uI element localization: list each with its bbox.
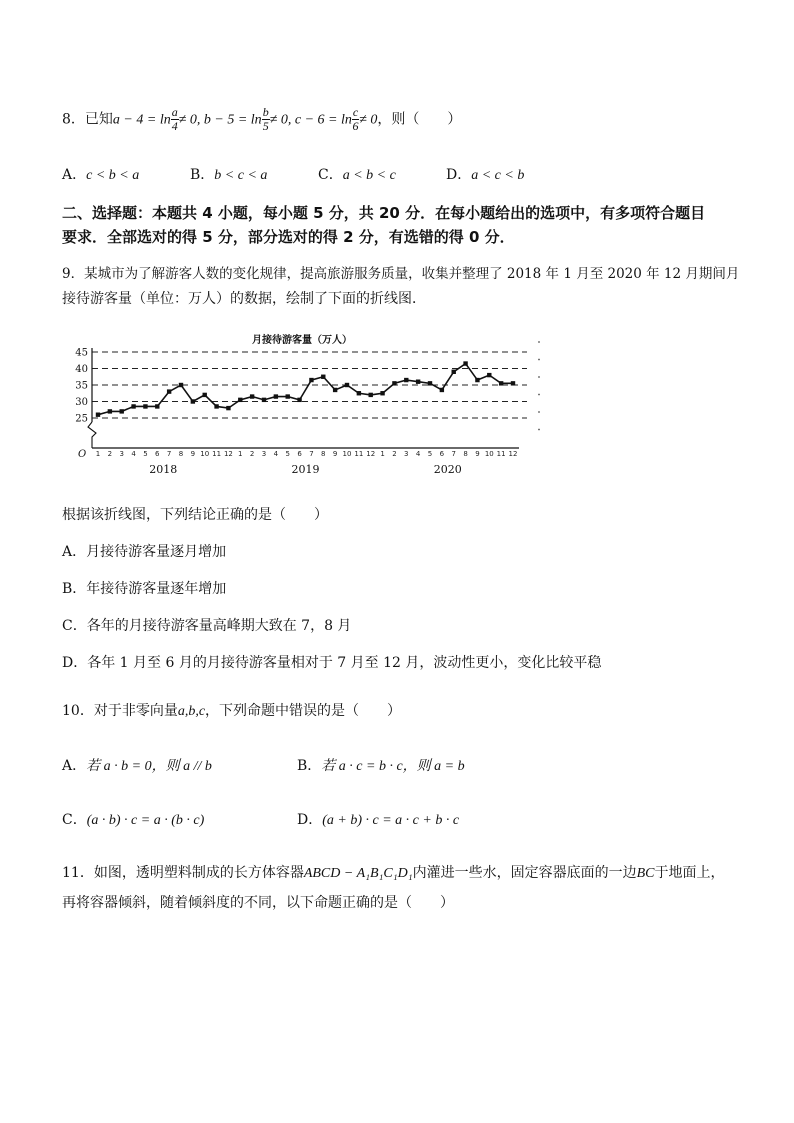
x-tick-label: 8	[321, 450, 326, 458]
data-point	[428, 381, 432, 385]
q8-frac-c-num: c	[352, 105, 359, 119]
data-point	[463, 361, 467, 365]
data-point	[203, 393, 207, 397]
year-label: 2020	[433, 463, 462, 476]
q11-line1-math: ABCD − A₁B₁C₁D₁	[303, 866, 413, 881]
chart-title: 月接待游客量（万人）	[252, 335, 352, 346]
x-tick-label: 8	[463, 450, 468, 458]
axis-break	[88, 422, 96, 448]
q8-option-b-text: b < c < a	[214, 168, 268, 183]
data-point	[404, 378, 408, 382]
q8-option-c[interactable]	[318, 165, 396, 186]
x-tick-label: 2	[392, 450, 397, 458]
x-tick-label: 11	[354, 450, 364, 458]
q8-stem	[62, 106, 461, 133]
q10-option-d-label: D．	[297, 812, 323, 828]
data-point	[131, 404, 135, 408]
x-tick-label: 11	[496, 450, 506, 458]
y-tick-label: 25	[75, 413, 88, 425]
q10-option-c-label: C．	[62, 812, 87, 828]
q8-option-b-label: B．	[190, 167, 215, 183]
x-tick-label: 9	[190, 450, 196, 458]
series-line	[98, 364, 513, 415]
q10-option-d[interactable]	[297, 810, 459, 831]
data-point	[369, 393, 373, 397]
y-tick-label: 40	[75, 364, 88, 375]
q9-option-c[interactable]: C．各年的月接待游客量高峰期大致在 7，8 月	[62, 618, 352, 634]
x-tick-label: 1	[95, 450, 101, 458]
x-tick-label: 3	[261, 450, 267, 458]
q8-cond-c-tail: ≠ 0	[359, 112, 378, 128]
x-tick-label: 1	[380, 450, 385, 458]
q9-option-d[interactable]: D．各年 1 月至 6 月的月接待游客量相对于 7 月至 12 月，波动性更小，变化比较平稳	[62, 655, 602, 671]
y-tick-label: 35	[75, 380, 88, 392]
x-tick-label: 7	[309, 450, 314, 458]
q8-stem-prefix: 已知	[84, 111, 113, 128]
y-tick-label: 30	[75, 397, 88, 408]
q9-chart-svg	[62, 330, 542, 480]
data-point	[345, 383, 349, 387]
q11-line1-c: 于地面上，	[654, 865, 725, 881]
data-point	[120, 409, 124, 413]
q8-number: 8．	[62, 111, 85, 128]
q10-option-a-text: 若 a · b = 0，则 a // b	[86, 759, 212, 774]
x-tick-label: 12	[223, 450, 233, 458]
data-point	[226, 406, 230, 410]
data-point	[238, 398, 242, 402]
x-tick-label: 10	[200, 450, 210, 458]
q8-option-d-label: D．	[446, 167, 472, 183]
section2-header-line2: 要求．全部选对的得 5 分，部分选对的得 2 分，有选错的得 0 分．	[62, 228, 515, 246]
x-tick-label: 4	[273, 450, 279, 458]
data-point	[475, 378, 479, 382]
section2-header-line1: 二、选择题：本题共 4 小题，每小题 5 分，共 20 分．在每小题给出的选项中，有多项符合题目	[62, 204, 706, 222]
data-point	[416, 380, 420, 384]
data-point	[250, 394, 254, 398]
x-tick-label: 11	[212, 450, 222, 458]
x-tick-label: 4	[131, 450, 136, 458]
x-tick-label: 6	[297, 450, 302, 458]
q8-option-b[interactable]	[190, 165, 267, 186]
q10-stem-tail: ，下列命题中错误的是（ ）	[205, 703, 402, 719]
q8-frac-c-den: 6	[352, 119, 359, 133]
q9-stem-line2: 接待游客量（单位：万人）的数据，绘制了下面的折线图．	[62, 291, 426, 307]
x-tick-label: 4	[415, 450, 421, 458]
x-tick-label: 9	[475, 450, 480, 458]
data-point	[143, 404, 147, 408]
year-label: 2018	[149, 463, 178, 476]
q8-stem-suffix: ，则（ ）	[377, 111, 462, 128]
x-tick-label: 8	[178, 450, 184, 458]
x-tick-label: 5	[143, 450, 148, 458]
data-point	[179, 383, 183, 387]
q8-frac-b	[262, 106, 270, 133]
x-tick-label: 3	[404, 450, 409, 458]
q8-frac-a-num: a	[171, 105, 178, 119]
x-tick-label: 7	[451, 450, 456, 458]
x-tick-label: 6	[155, 450, 160, 458]
year-label: 2019	[291, 463, 320, 476]
q8-option-c-label: C．	[318, 167, 343, 183]
margin-dot	[538, 429, 540, 431]
q10-stem	[62, 701, 401, 722]
q9-line-chart	[62, 330, 542, 480]
data-point	[487, 373, 491, 377]
q8-option-a-text: c < b < a	[86, 168, 140, 183]
margin-dot	[538, 376, 540, 378]
q10-option-b-text: 若 a · c = b · c，则 a = b	[321, 759, 465, 774]
q11-stem-line2: 再将容器倾斜，随着倾斜度的不同，以下命题正确的是（ ）	[62, 895, 454, 911]
q10-option-a-label: A．	[62, 758, 87, 774]
q8-frac-b-den: 5	[262, 119, 269, 133]
q8-frac-b-num: b	[262, 105, 269, 119]
q11-line1-b: 内灌进一些水，固定容器底面的一边	[412, 865, 637, 881]
data-point	[155, 404, 159, 408]
data-point	[321, 375, 325, 379]
q8-option-a-label: A．	[62, 167, 87, 183]
x-tick-label: 6	[439, 450, 445, 458]
q9-option-a[interactable]: A．月接待游客量逐月增加	[62, 544, 227, 560]
data-point	[357, 391, 361, 395]
q9-question: 根据该折线图，下列结论正确的是（ ）	[62, 507, 328, 523]
x-tick-label: 10	[342, 450, 352, 458]
q8-cond-a-tail: ≠ 0, b − 5 = ln	[178, 112, 262, 128]
q9-option-b[interactable]: B．年接待游客量逐年增加	[62, 581, 227, 597]
data-point	[167, 389, 171, 393]
data-point	[191, 399, 195, 403]
q10-stem-text: 10．对于非零向量	[62, 703, 178, 719]
margin-dot	[538, 359, 540, 361]
q8-option-a[interactable]	[62, 165, 139, 186]
x-tick-label: 9	[332, 450, 338, 458]
q10-vars: a,b,c	[177, 704, 206, 719]
margin-dot	[538, 341, 540, 343]
q10-option-d-text: (a + b) · c = a · c + b · c	[322, 813, 460, 828]
q8-option-c-text: a < b < c	[342, 168, 396, 183]
x-tick-label: 5	[285, 450, 290, 458]
q11-stem-line1	[62, 863, 725, 884]
data-point	[262, 398, 266, 402]
data-point	[440, 388, 444, 392]
q8-option-d-text: a < c < b	[471, 168, 525, 183]
q10-option-c-text: (a · b) · c = a · (b · c)	[86, 813, 205, 828]
q8-frac-a	[171, 106, 179, 133]
data-point	[333, 388, 337, 392]
x-tick-label: 12	[366, 450, 376, 458]
data-point	[96, 413, 100, 417]
q10-option-c[interactable]	[62, 810, 204, 831]
x-tick-label: 5	[427, 450, 433, 458]
q8-option-d[interactable]	[446, 165, 524, 186]
data-point	[214, 404, 218, 408]
data-point	[511, 381, 515, 385]
data-point	[297, 398, 301, 402]
data-point	[108, 409, 112, 413]
q10-option-b-label: B．	[297, 758, 322, 774]
q11-line1-a: 11．如图，透明塑料制成的长方体容器	[62, 865, 304, 881]
margin-dot	[538, 394, 540, 396]
q8-frac-a-den: 4	[171, 119, 178, 133]
x-tick-label: 2	[107, 450, 113, 458]
x-tick-label: 2	[249, 450, 255, 458]
origin-label: O	[78, 449, 87, 460]
data-point	[274, 394, 278, 398]
q8-cond-b-tail: ≠ 0, c − 6 = ln	[269, 112, 352, 128]
x-tick-label: 1	[238, 450, 243, 458]
data-point	[452, 370, 456, 374]
x-tick-label: 12	[508, 450, 518, 458]
q10-option-a[interactable]	[62, 756, 212, 777]
data-point	[380, 391, 384, 395]
y-tick-label: 45	[75, 347, 88, 359]
data-point	[499, 381, 503, 385]
x-tick-label: 3	[119, 450, 124, 458]
q9-stem-line1: 9．某城市为了解游客人数的变化规律，提高旅游服务质量，收集并整理了 2018 年 1 月至 2020 年 12 月期间月	[62, 266, 740, 282]
x-tick-label: 10	[484, 450, 494, 458]
x-tick-label: 7	[166, 450, 172, 458]
margin-dot	[538, 411, 540, 413]
data-point	[309, 378, 313, 382]
data-point	[392, 381, 396, 385]
q8-cond-a: a − 4 = ln	[112, 112, 171, 128]
q11-line1-math2: BC	[636, 866, 655, 881]
data-point	[286, 394, 290, 398]
q10-option-b[interactable]	[297, 756, 465, 777]
